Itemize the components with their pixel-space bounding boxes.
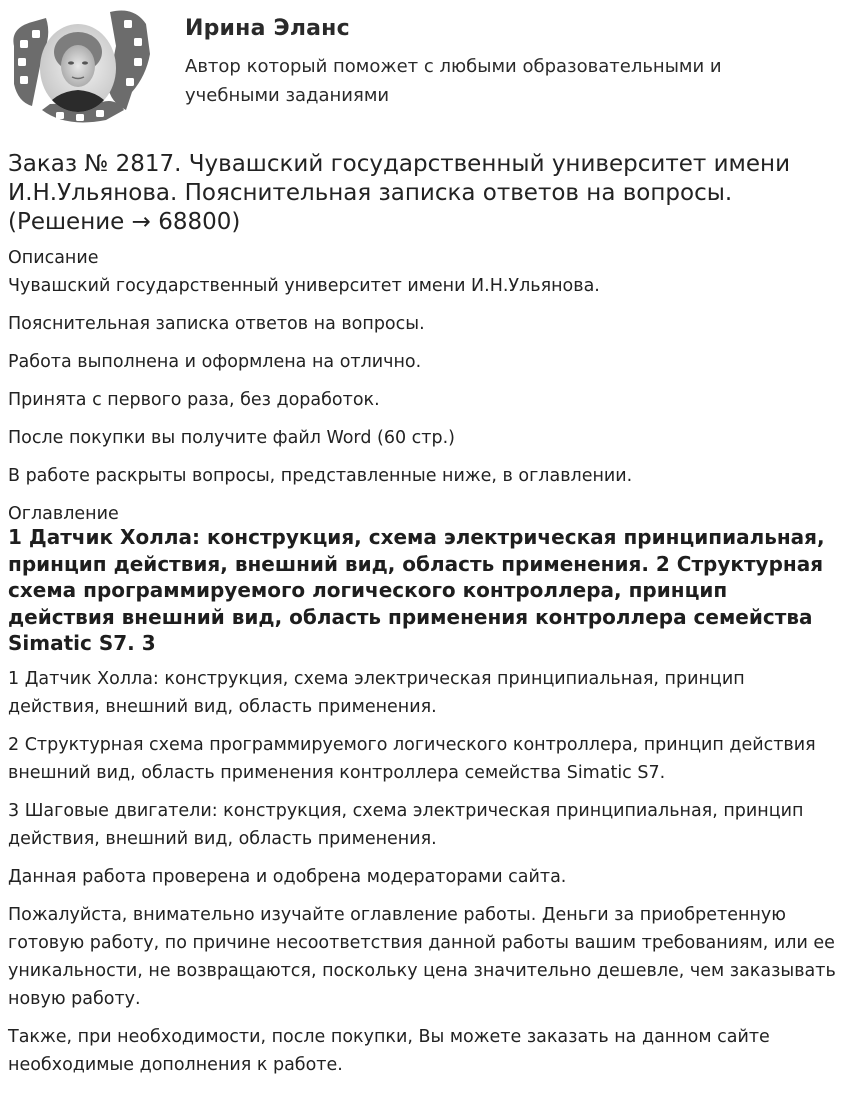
description-line: В работе раскрыты вопросы, представленные ниже, в оглавлении.: [8, 466, 633, 486]
description-line: После покупки вы получите файл Word (60 стр.): [8, 428, 455, 448]
toc-item: 2 Структурная схема программируемого логического контроллера, принцип действия внешний вид, область применения контроллера семейства Simatic S7.: [8, 734, 816, 783]
description-line: Принята с первого раза, без доработок.: [8, 390, 380, 410]
toc-summary: 1 Датчик Холла: конструкция, схема электрическая принципиальная, принцип действия, внешний вид, область применения. 2 Структурная схема программируемого логического контроллера, принцип действия внешний вид, область применения контроллера семейства Simatic S7. 3: [8, 525, 825, 655]
toc-item: 3 Шаговые двигатели: конструкция, схема электрическая принципиальная, принцип действия, внешний вид, область применения.: [8, 800, 804, 849]
description-line: Работа выполнена и оформлена на отлично.: [8, 352, 422, 372]
description-line: Чувашский государственный университет имени И.Н.Ульянова.: [8, 276, 600, 296]
author-header: [6, 6, 836, 130]
author-name[interactable]: Ирина Эланс: [185, 16, 350, 41]
note-paragraph: Данная работа проверена и одобрена модераторами сайта.: [8, 866, 567, 887]
description-line: Пояснительная записка ответов на вопросы.: [8, 314, 425, 334]
page-title: Заказ № 2817. Чувашский государственный университет имени И.Н.Ульянова. Пояснительная записка ответов на вопросы. (Решение → 68800): [8, 151, 791, 235]
toc-item: 1 Датчик Холла: конструкция, схема электрическая принципиальная, принцип действия, внешний вид, область применения.: [8, 668, 745, 717]
note-paragraph: Также, при необходимости, после покупки, Вы можете заказать на данном сайте необходимые дополнения к работе.: [8, 1026, 770, 1075]
content: [8, 244, 840, 1079]
author-avatar: [6, 6, 152, 128]
toc-label: Оглавление: [8, 504, 119, 524]
note-paragraph: Пожалуйста, внимательно изучайте оглавление работы. Деньги за приобретенную готовую работу, по причине несоответствия данной работы вашим требованиям, или ее уникальности, не возвращаются, поскольку цена значительно дешевле, чем заказывать новую работу.: [8, 904, 836, 1009]
description-label: Описание: [8, 248, 99, 268]
author-description: Автор который поможет с любыми образовательными и учебными заданиями: [185, 56, 722, 106]
